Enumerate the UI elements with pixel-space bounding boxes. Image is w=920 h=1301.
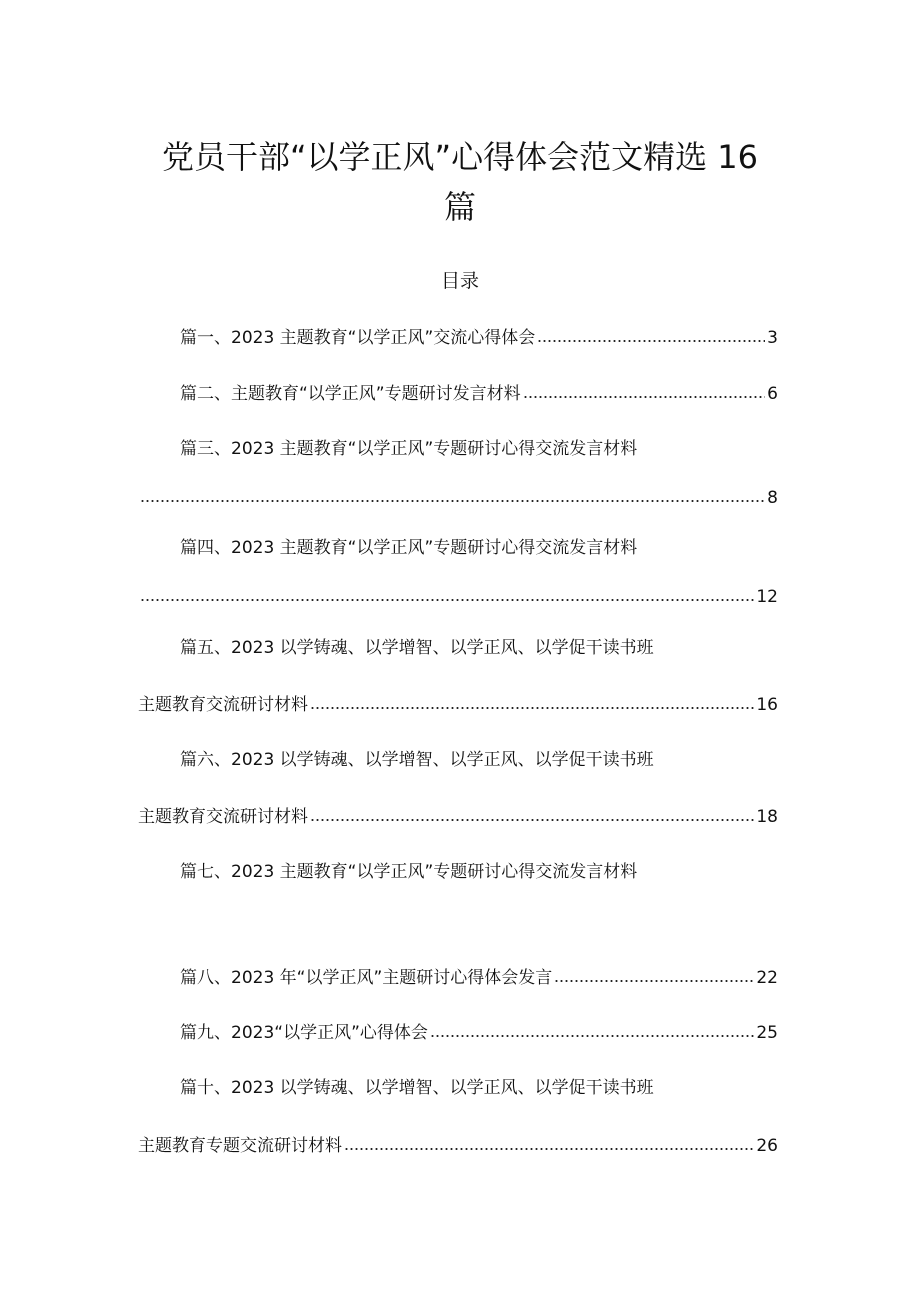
toc-page-number: 8 — [767, 488, 778, 508]
toc-heading: 目录 — [440, 270, 479, 292]
toc-page-number: 18 — [756, 807, 778, 827]
toc-leader-dots — [537, 339, 765, 343]
toc-leader-dots — [344, 1147, 754, 1151]
toc-leader-dots — [310, 706, 754, 710]
toc-entry-6[interactable]: 篇六、2023 以学铸魂、以学增智、以学正风、以学促干读书班 — [180, 750, 654, 770]
toc-entry-3[interactable]: 篇三、2023 主题教育“以学正风”专题研讨心得交流发言材料 — [180, 439, 638, 459]
toc-entry-7[interactable]: 篇七、2023 主题教育“以学正风”专题研讨心得交流发言材料 — [180, 862, 638, 882]
toc-page-number: 3 — [767, 328, 778, 348]
toc-entry-5-line2[interactable] — [138, 689, 778, 715]
toc-leader-dots — [554, 979, 754, 983]
toc-leader-dots — [140, 598, 754, 602]
toc-entry-label: 篇八、2023 年“以学正风”主题研讨心得体会发言 — [180, 968, 553, 988]
toc-entry-6-line2[interactable] — [138, 801, 778, 827]
toc-entry-label: 主题教育交流研讨材料 — [138, 807, 308, 827]
toc-entry-5[interactable]: 篇五、2023 以学铸魂、以学增智、以学正风、以学促干读书班 — [180, 638, 654, 658]
toc-entry-label: 篇九、2023“以学正风”心得体会 — [180, 1023, 428, 1043]
toc-page-number: 22 — [756, 968, 778, 988]
document-title-line2: 篇 — [443, 188, 476, 226]
toc-entry-label: 篇一、2023 主题教育“以学正风”交流心得体会 — [180, 328, 536, 348]
toc-entry-8[interactable] — [180, 962, 778, 988]
toc-entry-4[interactable]: 篇四、2023 主题教育“以学正风”专题研讨心得交流发言材料 — [180, 538, 638, 558]
toc-entry-label: 主题教育专题交流研讨材料 — [138, 1136, 342, 1156]
document-title-line1: 党员干部“以学正风”心得体会范文精选 16 — [161, 138, 759, 176]
toc-entry-4-leader[interactable] — [138, 581, 778, 607]
toc-leader-dots — [430, 1034, 754, 1038]
toc-entry-label: 篇二、主题教育“以学正风”专题研讨发言材料 — [180, 384, 521, 404]
toc-page-number: 25 — [756, 1023, 778, 1043]
toc-page-number: 26 — [756, 1136, 778, 1156]
toc-entry-2[interactable] — [180, 378, 778, 404]
toc-entry-1[interactable] — [180, 322, 778, 348]
toc-leader-dots — [310, 818, 754, 822]
document-title — [0, 132, 920, 232]
toc-page-number: 16 — [756, 695, 778, 715]
toc-page-number: 6 — [767, 384, 778, 404]
toc-entry-10-line2[interactable] — [138, 1130, 778, 1156]
toc-leader-dots — [523, 395, 766, 399]
toc-entry-label: 主题教育交流研讨材料 — [138, 695, 308, 715]
toc-entry-10[interactable]: 篇十、2023 以学铸魂、以学增智、以学正风、以学促干读书班 — [180, 1078, 654, 1098]
toc-leader-dots — [140, 499, 765, 503]
toc-entry-3-leader[interactable] — [138, 482, 778, 508]
toc-entry-9[interactable] — [180, 1017, 778, 1043]
toc-page-number: 12 — [756, 587, 778, 607]
